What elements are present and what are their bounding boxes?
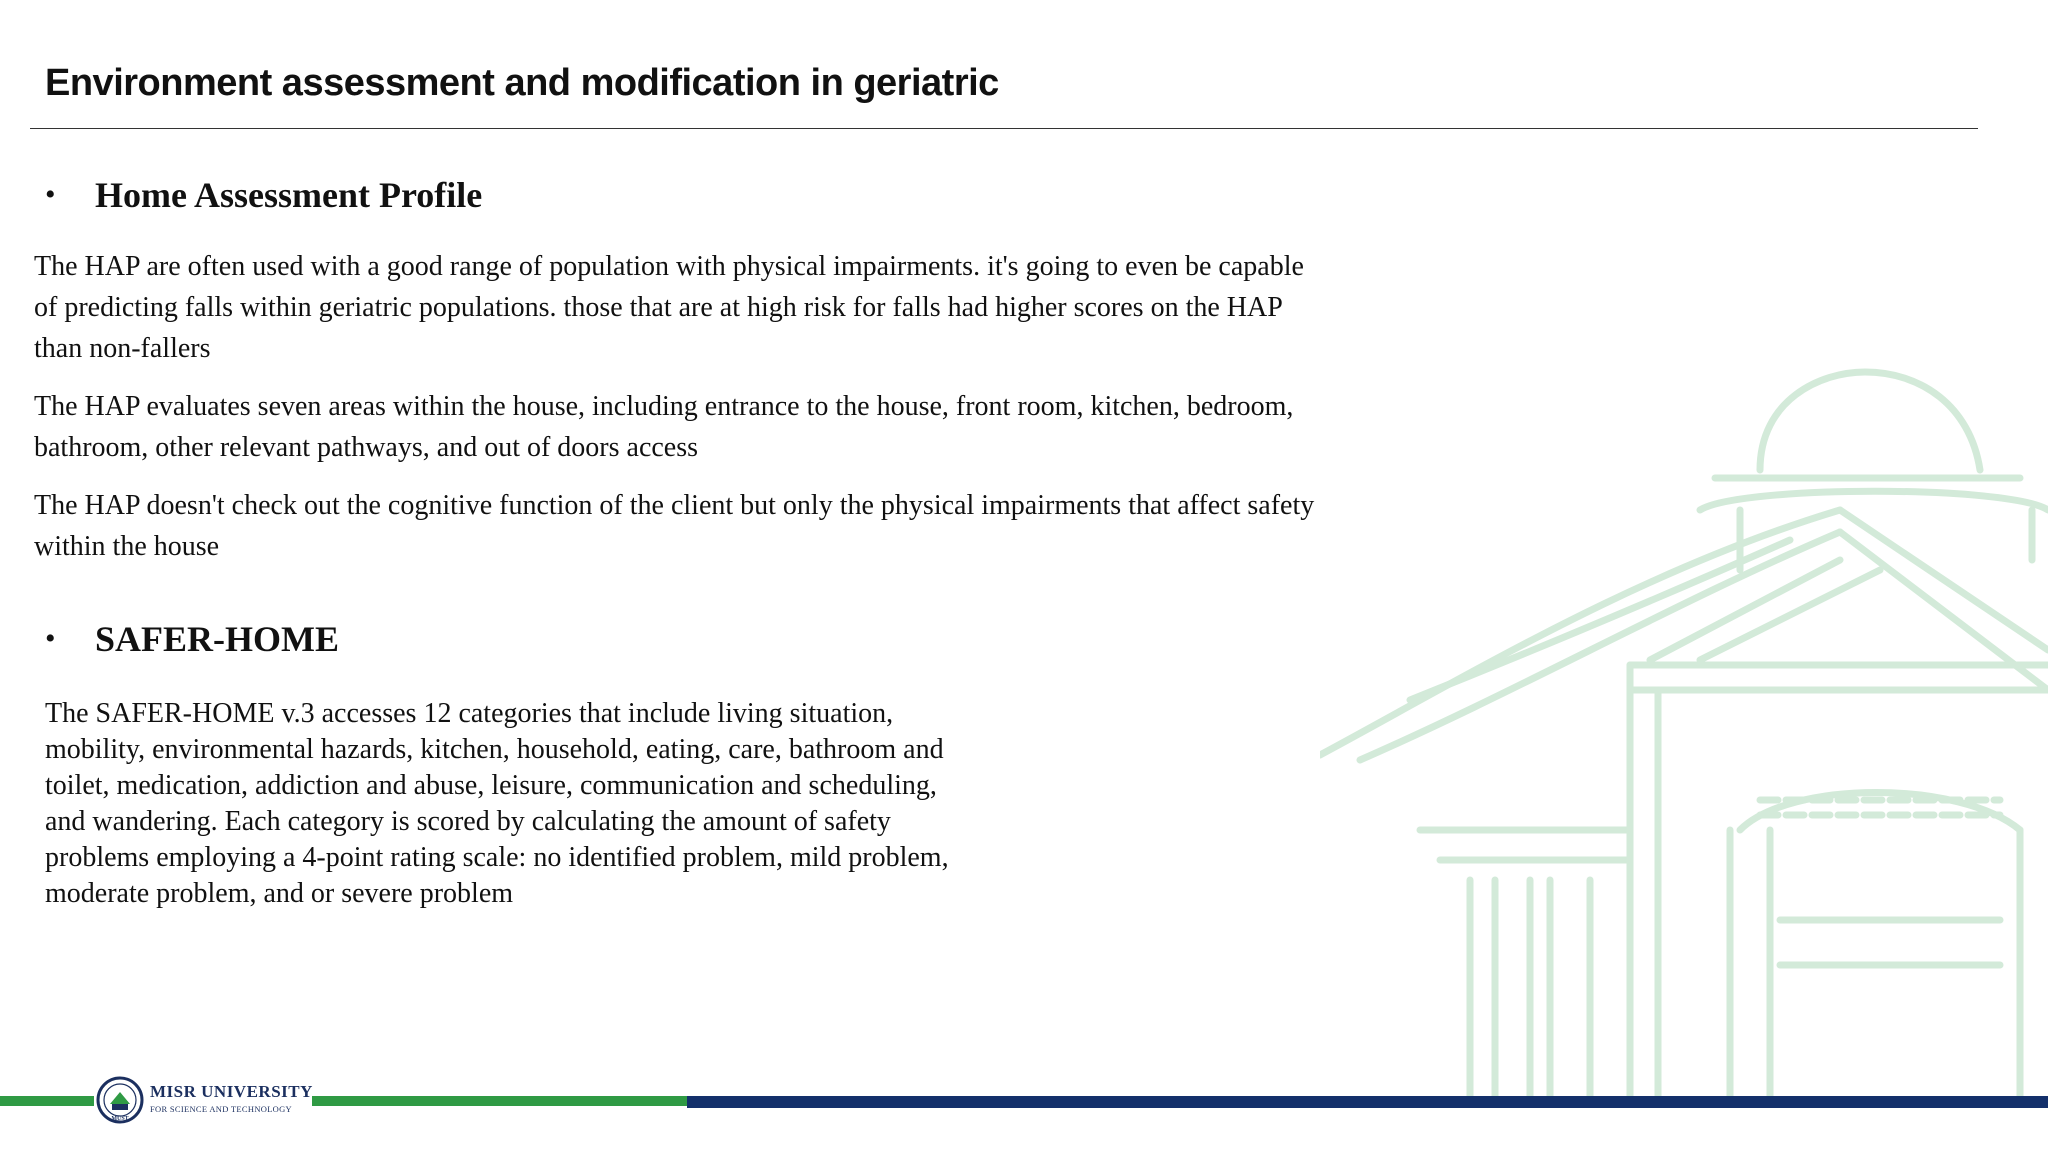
safer-home-heading: SAFER-HOME xyxy=(95,619,340,659)
safer-home-line: mobility, environmental hazards, kitchen, household, eating, care, bathroom and xyxy=(45,734,944,765)
hap-heading: Home Assessment Profile xyxy=(95,175,483,215)
logo-subtitle: FOR SCIENCE AND TECHNOLOGY xyxy=(150,1104,292,1114)
hap-paragraph: The HAP are often used with a good range of population with physical impairments. it's going to even be capable of predicting falls within geriatric populations. those that are at high risk for falls had higher scores on the HAP than non-fallers xyxy=(34,251,1304,364)
hap-paragraph: The HAP doesn't check out the cognitive function of the client but only the physical impairments that affect safety within the house xyxy=(34,490,1315,562)
hap-body xyxy=(34,246,1324,584)
title-divider xyxy=(30,128,1978,129)
footer-navy-bar xyxy=(687,1096,2048,1108)
hap-heading-row xyxy=(45,174,482,216)
seal-text: MUST xyxy=(111,1116,129,1122)
safer-home-line: problems employing a 4-point rating scale: no identified problem, mild problem, xyxy=(45,842,949,873)
university-building-watermark-icon xyxy=(1320,360,2048,1100)
slide-title: Environment assessment and modification in geriatric xyxy=(45,62,999,104)
safer-home-body xyxy=(45,696,1035,912)
safer-home-line: The SAFER-HOME v.3 accesses 12 categories that include living situation, xyxy=(45,698,894,729)
hap-paragraph: The HAP evaluates seven areas within the house, including entrance to the house, front room, kitchen, bedroom, bathroom, other relevant pathways, and out of doors access xyxy=(34,391,1294,463)
bullet-icon: • xyxy=(45,622,56,655)
university-seal-icon xyxy=(96,1076,144,1124)
safer-home-line: toilet, medication, addiction and abuse, leisure, communication and scheduling, xyxy=(45,770,937,801)
bullet-icon: • xyxy=(45,178,56,211)
safer-home-line: and wandering. Each category is scored by calculating the amount of safety xyxy=(45,806,891,837)
safer-home-heading-row xyxy=(45,618,339,660)
logo-name: MISR UNIVERSITY xyxy=(150,1082,313,1101)
safer-home-line: moderate problem, and or severe problem xyxy=(45,878,514,909)
university-logo xyxy=(94,1074,312,1126)
